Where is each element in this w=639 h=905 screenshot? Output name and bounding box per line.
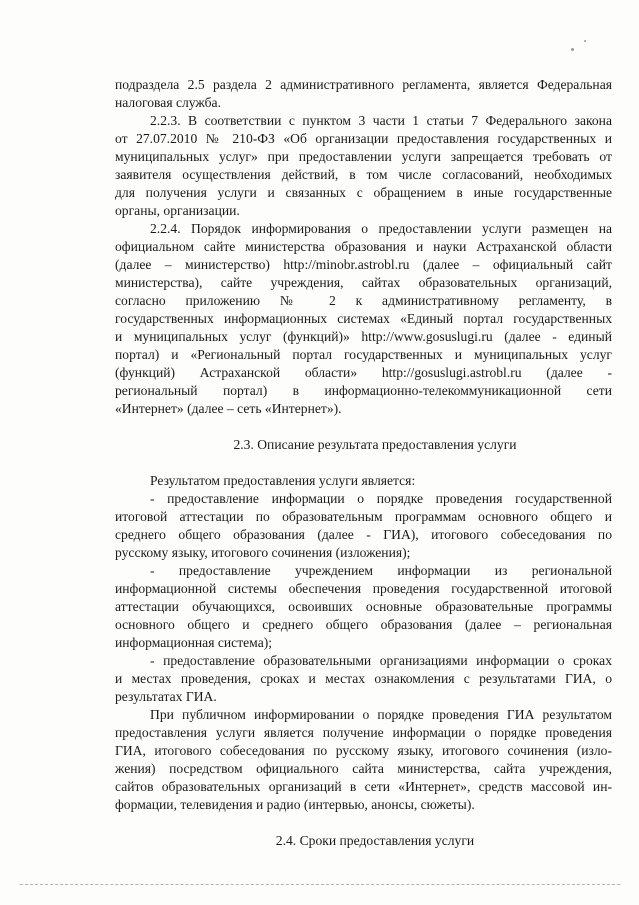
scan-edge-line xyxy=(20,884,620,885)
text-line: жения) посредством официального сайта министерства, сайта учреждения, xyxy=(115,761,612,776)
text-line: итоговой аттестации по образовательным программам основного общего и xyxy=(115,509,612,524)
text-line: согласно приложению № 2 к административному регламенту, в xyxy=(115,293,612,308)
text-line: «Интернет» (далее – сеть «Интернет»). xyxy=(115,401,342,416)
text-line: - предоставление информации о порядке проведения государственной xyxy=(150,491,612,506)
text-line: министерства), сайте учреждения, сайтах образовательных организаций, xyxy=(115,275,612,290)
text-line: среднего общего образования (далее - ГИА), итогового собеседования по xyxy=(115,527,612,542)
text-line: сайтов образовательных организаций в сети «Интернет», средств массовой ин- xyxy=(115,779,612,794)
text-line: - предоставление учреждением информации из региональной xyxy=(150,563,612,578)
text-line: русскому языку, итогового сочинения (изложения); xyxy=(115,545,411,560)
text-line: аттестации обучающихся, освоивших основные образовательные программы xyxy=(115,599,612,614)
text-line: (функций) Астраханской области» http://gosuslugi.astrobl.ru (далее - xyxy=(115,365,612,380)
text-line: муниципальных услуг» при предоставлении услуги запрещается требовать от xyxy=(115,149,612,164)
text-line: формации, телевидения и радио (интервью, анонсы, сюжеты). xyxy=(115,797,475,812)
text-line: налоговая служба. xyxy=(115,95,221,110)
text-line: 2.2.3. В соответствии с пунктом 3 части 1 статьи 7 Федерального закона xyxy=(150,113,612,128)
text-line: предоставления услуги является получение информации о порядке проведения xyxy=(115,725,612,740)
text-line: подраздела 2.5 раздела 2 административного регламента, является Федеральная xyxy=(115,77,612,92)
text-line: и муниципальных услуг (функций)» http://www.gosuslugi.ru (далее - единый xyxy=(115,329,612,344)
text-line: и местах проведения, сроках и местах ознакомления с результатами ГИА, о xyxy=(115,671,612,686)
text-line: заявителя осуществления действий, в том числе согласований, необходимых xyxy=(115,167,612,182)
text-line: основного общего и среднего общего образования (далее – региональная xyxy=(115,617,612,632)
text-line: результатах ГИА. xyxy=(115,689,217,704)
text-line: портал) и «Региональный портал государственных и муниципальных услуг xyxy=(115,347,612,362)
section-heading-2-3: 2.3. Описание результата предоставления услуги xyxy=(233,437,517,452)
text-line: государственных информационных системах «Единый портал государственных xyxy=(115,311,612,326)
text-line: органы, организации. xyxy=(115,203,240,218)
text-line: информационной системы обеспечения проведения государственной итоговой xyxy=(115,581,612,596)
scan-speck xyxy=(584,40,586,42)
text-line: официальном сайте министерства образования и науки Астраханской области xyxy=(115,239,612,254)
text-line: 2.2.4. Порядок информирования о предоставлении услуги размещен на xyxy=(150,221,612,236)
text-line: для получения услуги и связанных с обращением в иные государственные xyxy=(115,185,612,200)
result-intro: Результатом предоставления услуги является: xyxy=(150,473,416,488)
text-line: региональный портал) в информационно-телекоммуникационной сети xyxy=(115,383,612,398)
text-line: (далее – министерство) http://minobr.astrobl.ru (далее – официальный сайт xyxy=(115,257,612,272)
text-line: При публичном информировании о порядке проведения ГИА результатом xyxy=(150,707,612,722)
text-line: ГИА, итогового собеседования по русскому языку, итогового сочинения (изло- xyxy=(115,743,612,758)
text-line: информационная система); xyxy=(115,635,273,650)
text-line: от 27.07.2010 № 210-ФЗ «Об организации предоставления государственных и xyxy=(115,131,612,146)
text-line: - предоставление образовательными организациями информации о сроках xyxy=(150,653,612,668)
section-heading-2-4: 2.4. Сроки предоставления услуги xyxy=(275,833,475,848)
scan-speck xyxy=(571,48,574,51)
